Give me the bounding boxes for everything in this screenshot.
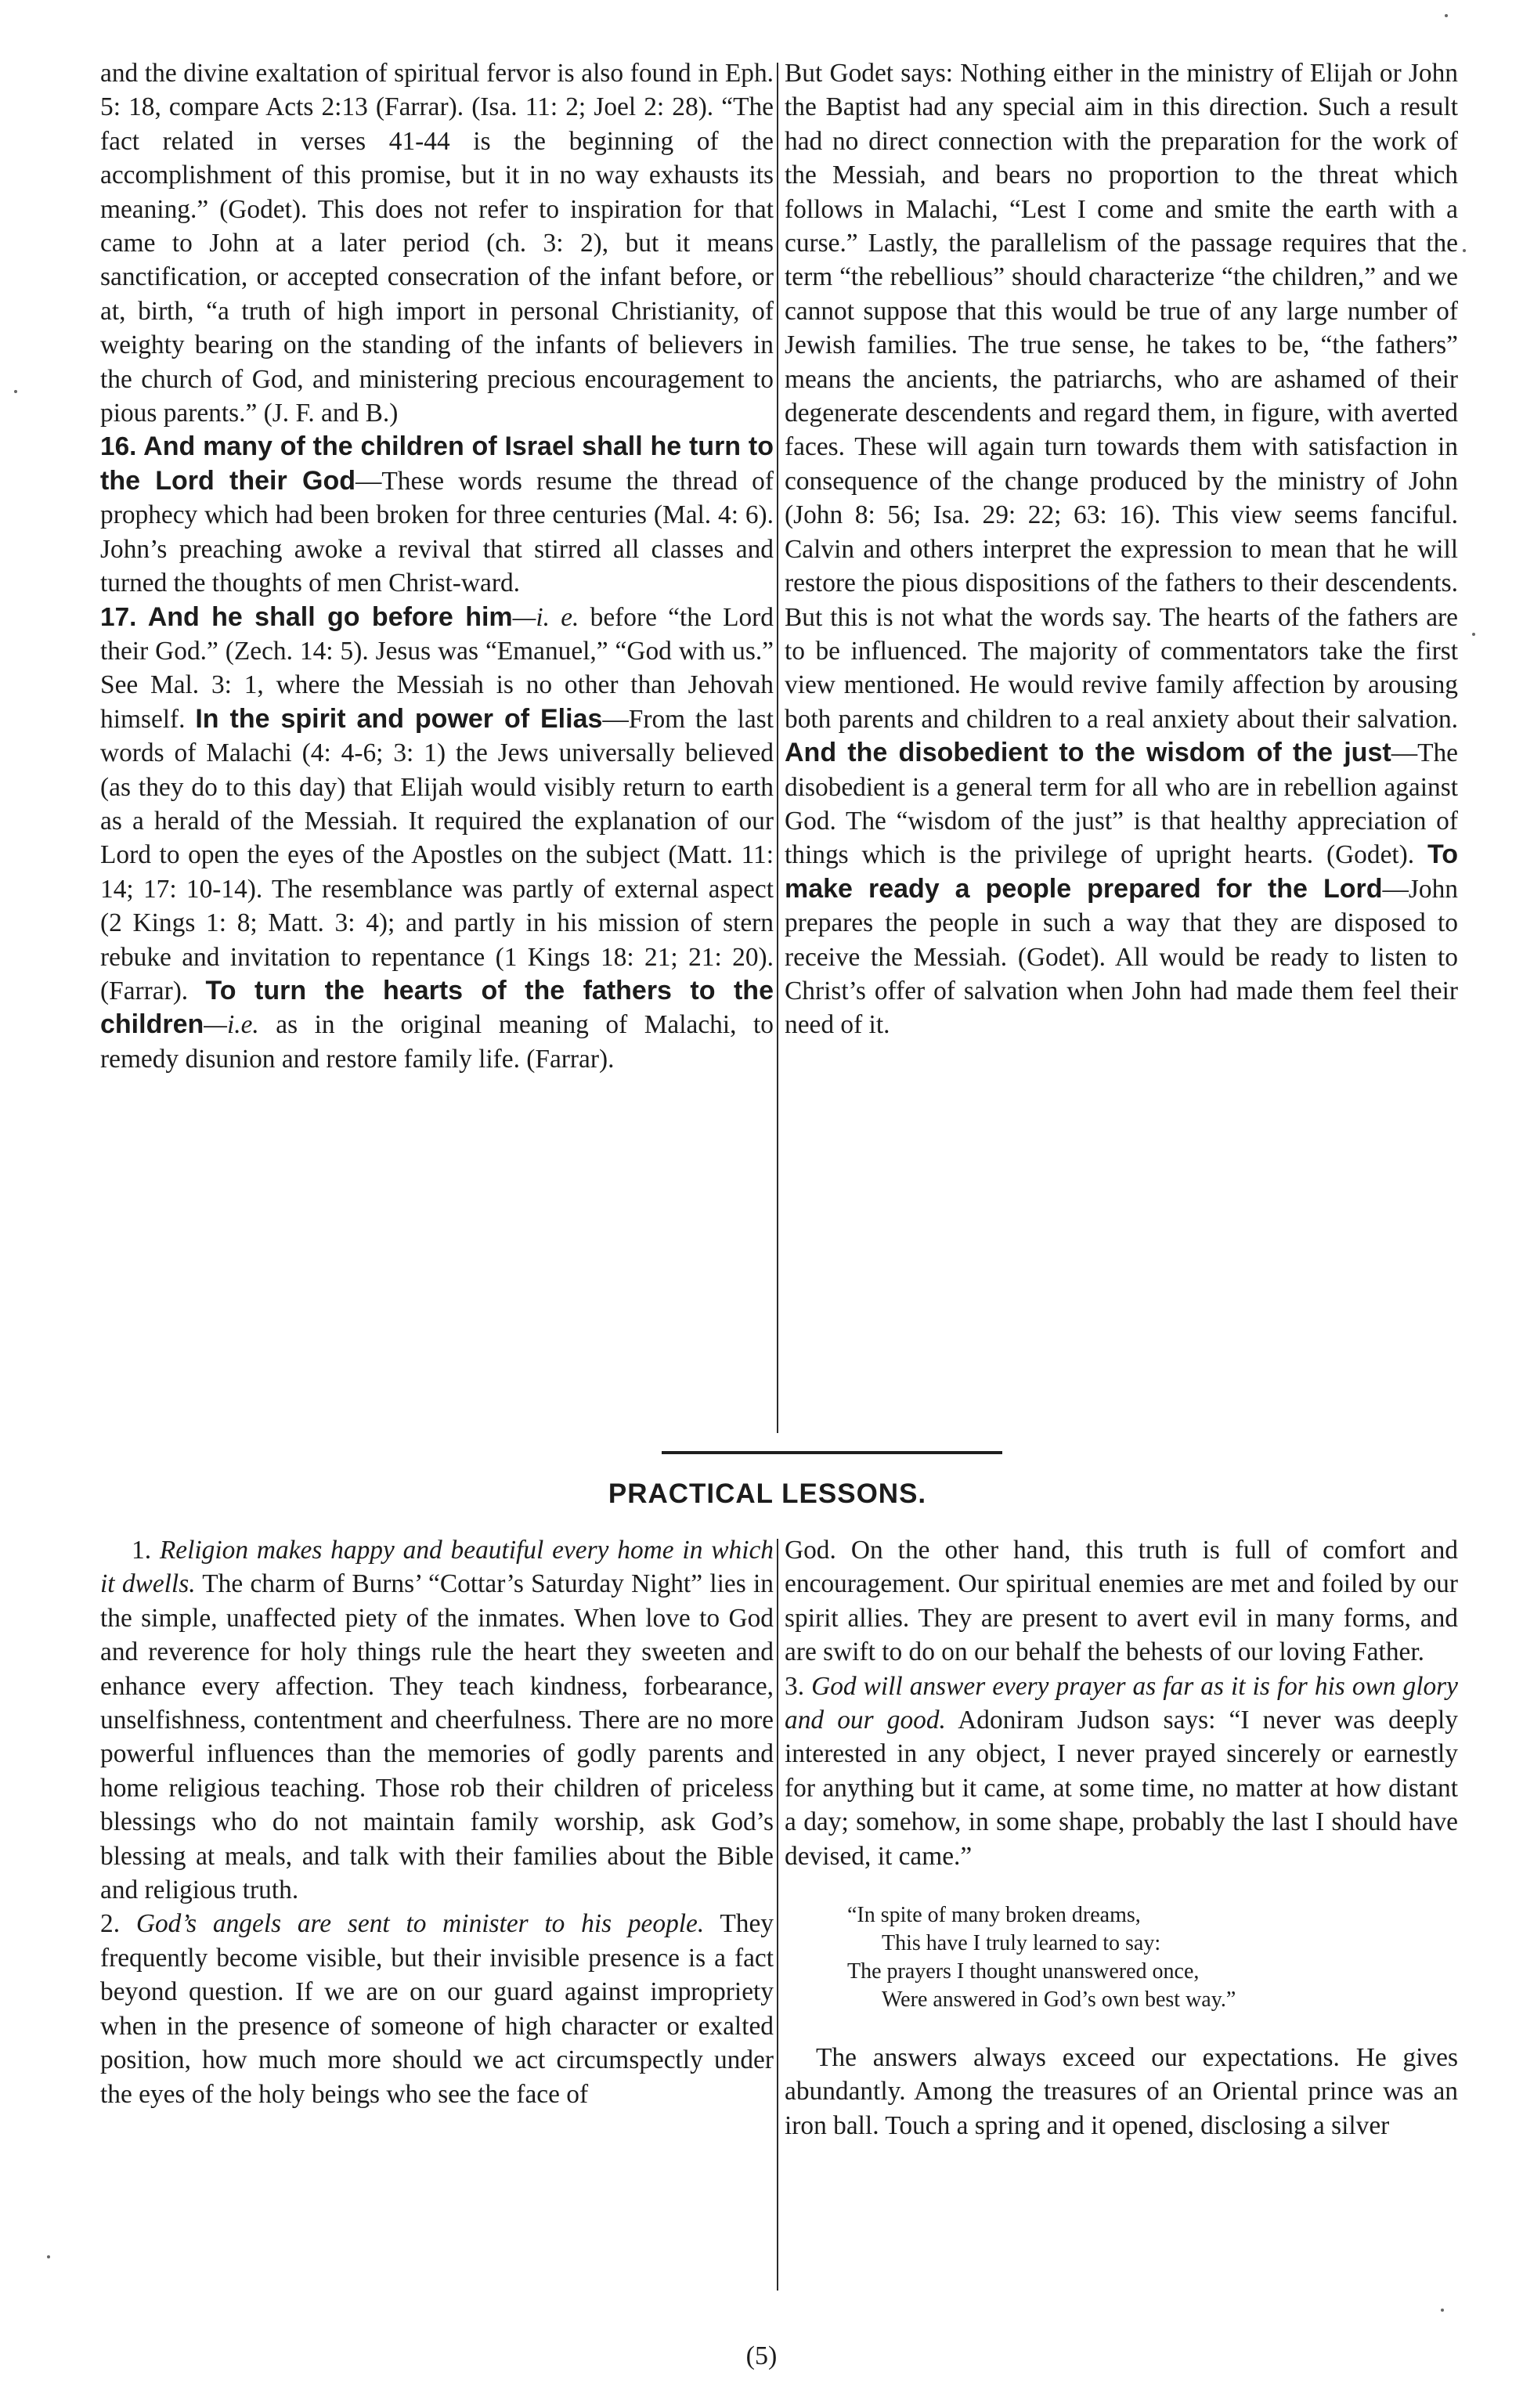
verse-lead: And he shall go before him [147,601,513,632]
lesson-text: They frequently become visible, but their invisible presence is a fact beyond question. If we are on our guard against impropriety when in the presence of someone of high character or exalted position, how much more should we act circumspectly under the eyes of the holy beings who see the face of [100,1909,774,2109]
ie-abbrev: —i. e. [512,602,579,632]
commentary-text: —John prepares the people in such a way that they are disposed to receive the Messiah. (Godet). All would be ready to listen to Christ’s offer of salvation when John had made them feel their need of it. [785,874,1458,1040]
practical-lessons-heading: PRACTICAL LESSONS. [608,1478,927,1509]
column-divider [777,1539,778,2291]
commentary-text: —The disobedient is a general term for all who are in rebellion against God. The “wisdom of the just” is that healthy appreciation of things which is the privilege of upright hearts. (Godet). [785,738,1458,870]
lesson-text: The charm of Burns’ “Cottar’s Saturday Night” lies in the simple, unaffected piety of the inmates. When love to God and reverence for holy things rule the heart they sweeten and enhance every affection. They teach kindness, forbearance, unselfishness, contentment and cheerfulness. There are no more powerful influences than the memories of godly parents and home religious teaching. Those rob their children of priceless blessings who do not maintain family worship, ask God’s blessing at meals, and talk with their families about the Bible and religious truth. [100,1569,774,1905]
scan-speck [1472,633,1475,636]
lesson-title: God will answer every prayer as far as it is for his own glory and our good. [785,1671,1458,1735]
lesson-number: 2. [100,1909,121,1939]
scan-speck [1441,2309,1444,2312]
lesson-2 [100,1907,774,2110]
lesson-3 [785,1670,1458,1873]
commentary-text: But Godet says: Nothing either in the ministry of Elijah or John the Baptist had any special aim in this direction. Such a result had no direct connection with the preparation for the work of the Messiah, and bears no proportion to the threat which follows in Malachi, “Lest I come and smite the earth with a curse.” Lastly, the parallelism of the passage requires that the term “the rebellious” should characterize “the children,” and we cannot suppose that this would be true of any large number of Jewish families. The true sense, he takes to be, “the fathers” means the ancients, the patriarchs, who are ashamed of their degenerate descendents and regard them, in figure, with averted faces. These will again turn towards them with satisfaction in consequence of the change produced by the ministry of John (John 8: 56; Isa. 29: 22; 63: 16). This view seems fanciful. Calvin and others interpret the expression to mean that he will restore the pious dispositions of the fathers to their descendents. But this is not what the words say. The hearts of the fathers are to be influenced. The majority of commentators take the first view mentioned. He would revive family affection by arousing both parents and children to a real anxiety about their salvation. [785,59,1458,734]
scan-speck [1445,14,1448,17]
poem-line: “In spite of many broken dreams, [847,1903,1141,1928]
verse-lead: To make ready a people prepared for the Lord [785,839,1458,904]
verse-text: —From the last words of Malachi (4: 4-6; 3: 1) the Jews universally believed (as they do to this day) that Elijah would visibly return to earth as a herald of the Messiah. It required the explanation of our Lord to open the eyes of the Apostles on the subject (Matt. 11: 14; 17: 10-14). The resemblance was partly of external aspect (2 Kings 1: 8; Matt. 3: 4); and partly in his mission of stern rebuke and invitation to repentance (1 Kings 18: 21; 21: 20). (Farrar). [100,704,774,1005]
verse-lead: To turn the hearts of the fathers to the children [100,975,774,1040]
lesson-2-continued: God. On the other hand, this truth is full of comfort and encouragement. Our spiritual enemies are met and foiled by our spirit allies. They are present to avert evil in many forms, and are swift to do on our behalf the behests of our loving Father. [785,1536,1458,1667]
commentary-right-column [785,56,1458,1042]
lesson-number: 3. [785,1671,805,1701]
closing-paragraph: The answers always exceed our expectations. He gives abundantly. Among the treasures of an Oriental prince was an iron ball. Touch a spring and it opened, disclosing a silver [785,2043,1458,2140]
lesson-number: 1. [132,1536,152,1565]
commentary-paragraph: and the divine exaltation of spiritual fervor is also found in Eph. 5: 18, compare Acts 2:13 (Farrar). (Isa. 11: 2; Joel 2: 28). “The fact related in verses 41-44 is the beginning of the accomplishment of this promise, but it in no way exhausts its meaning.” (Godet). This does not refer to inspiration for that came to John at a later period (ch. 3: 2), but it means sanctification, or accepted consecration of the infant before, or at, birth, “a truth of high import in personal Christianity, of weighty bearing on the standing of the infants of believers in the church of God, and ministering precious encouragement to pious parents.” (J. F. and B.) [100,59,774,428]
verse-text: —These words resume the thread of prophecy which had been broken for three centuries (Mal. 4: 6). John’s preaching awoke a revival that stirred all classes and turned the thoughts of men Christ-ward. [100,466,774,598]
verse-17-paragraph [100,601,774,1077]
lesson-1 [100,1533,774,1907]
lesson-title: Religion makes happy and beautiful every home in which it dwells. [100,1536,774,1599]
commentary-paragraph [785,56,1458,1042]
lessons-left-column [100,1533,774,2111]
poem-line: Were answered in God’s own best way.” [882,1987,1236,2013]
verse-text: before “the Lord their God.” (Zech. 14: 5). Jesus was “Emanuel,” “God with us.” See Mal. 3: 1, where the Messiah is no other than Jehovah himself. [100,602,774,734]
poem-quote [847,1901,1458,2014]
scan-speck [14,390,17,393]
verse-number: 17. [100,602,137,632]
verse-text: as in the original meaning of Malachi, to remedy disunion and restore family life. (Farrar). [100,1010,774,1074]
poem-line: The prayers I thought unanswered once, [847,1959,1200,1984]
verse-lead: And the disobedient to the wisdom of the just [785,738,1391,768]
commentary-left-column [100,56,774,1076]
verse-lead: In the spirit and power of Elias [195,703,603,734]
verse-16-paragraph [100,430,774,600]
poem-line: This have I truly learned to say: [882,1931,1161,1956]
verse-lead: And many of the children of Israel shall he turn to the Lord their God [100,431,774,496]
lessons-right-column [785,1533,1458,2143]
ie-abbrev: —i.e. [204,1010,259,1040]
page-number: (5) [745,2341,778,2370]
scan-speck [1463,249,1466,252]
column-divider [777,63,778,1433]
section-rule [662,1451,1002,1454]
verse-number: 16. [100,432,137,462]
lesson-title: God’s angels are sent to minister to his people. [135,1909,705,1939]
scan-speck [47,2255,50,2258]
lesson-text: Adoniram Judson says: “I never was deeply interested in any object, I never prayed sincerely or earnestly for anything but it came, at some time, no matter at how distant a day; somehow, in some shape, probably the last I should have devised, it came.” [785,1706,1458,1871]
